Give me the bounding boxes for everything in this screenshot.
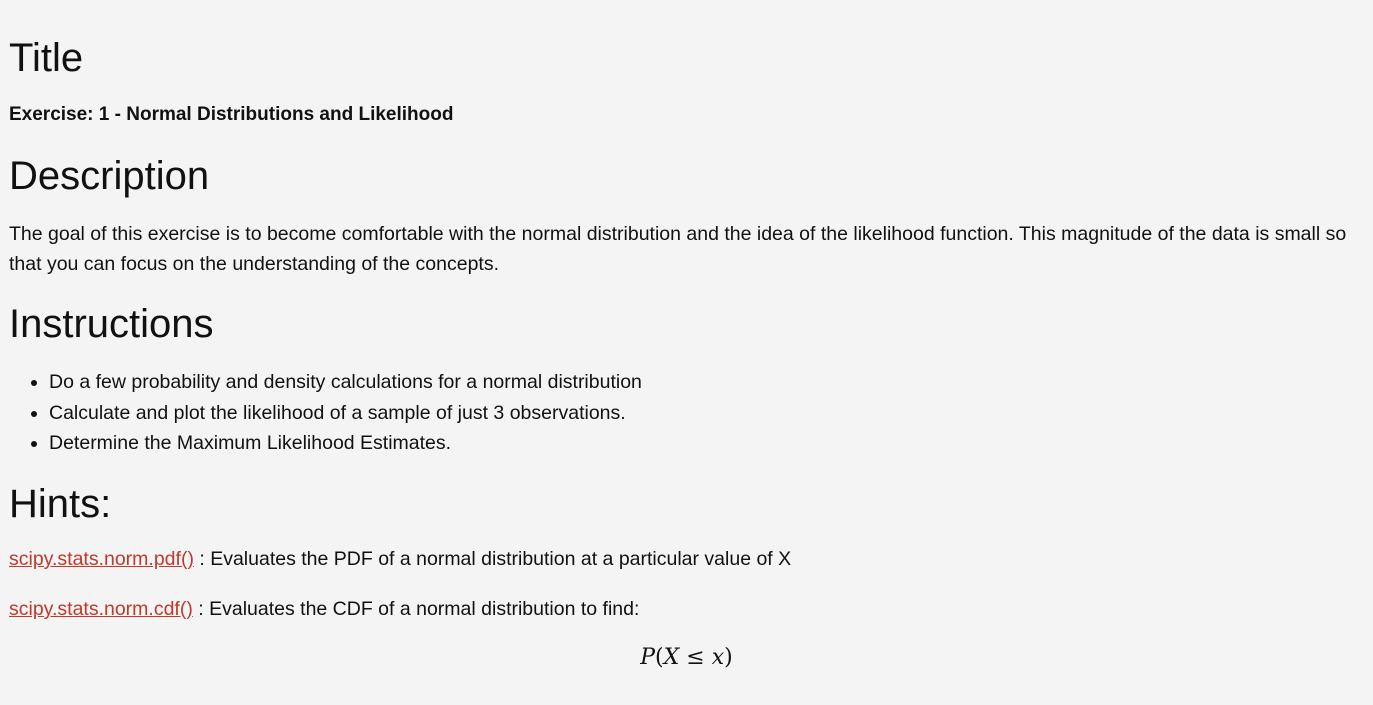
hint-cdf xyxy=(9,598,639,621)
title-heading: Title xyxy=(9,36,84,80)
hints-heading: Hints: xyxy=(9,482,112,526)
description-text: The goal of this exercise is to become comfortable with the normal distribution and the idea of the likelihood function. This magnitude of the data is small so that you can focus on the understanding of the concepts. xyxy=(9,223,1347,275)
exercise-name: Exercise: 1 - Normal Distributions and Likelihood xyxy=(9,104,454,125)
hint-cdf-text: : Evaluates the CDF of a normal distribution to find: xyxy=(192,598,640,620)
formula-open: ( xyxy=(655,645,664,670)
norm-cdf-link[interactable]: scipy.stats.norm.cdf() xyxy=(9,598,193,620)
formula-x-upper: X xyxy=(663,645,680,670)
instruction-item: • Calculate and plot the likelihood of a sample of just 3 observations. xyxy=(49,398,642,429)
hint-pdf xyxy=(9,548,791,571)
description-heading: Description xyxy=(9,154,210,198)
formula-op: ≤ xyxy=(679,645,712,670)
formula-close: ) xyxy=(724,645,733,670)
instruction-item: • Do a few probability and density calculations for a normal distribution xyxy=(49,367,642,398)
hint-pdf-text: : Evaluates the PDF of a normal distribution at a particular value of X xyxy=(193,548,792,570)
instruction-item: • Determine the Maximum Likelihood Estimates. xyxy=(49,428,642,459)
norm-pdf-link[interactable]: scipy.stats.norm.pdf() xyxy=(9,548,194,570)
instructions-heading: Instructions xyxy=(9,302,214,346)
formula-x-lower: x xyxy=(711,645,725,670)
instructions-list xyxy=(9,367,642,459)
cdf-formula xyxy=(0,645,1373,670)
formula-p: P xyxy=(640,645,656,670)
